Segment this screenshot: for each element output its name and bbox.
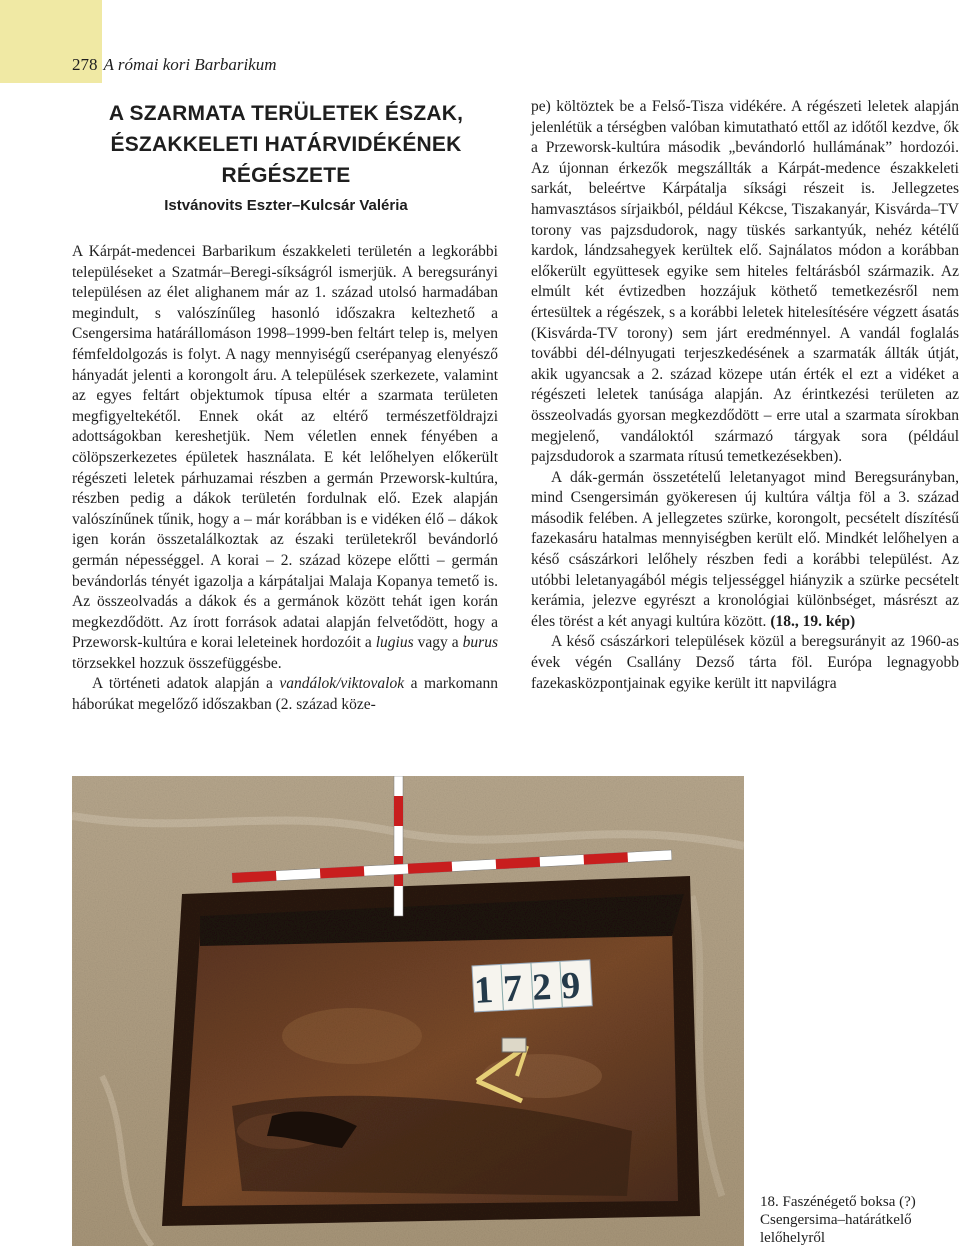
paragraph-1 xyxy=(72,242,498,674)
number-tag-label: 1729 xyxy=(473,963,592,1012)
paragraph-2-text: A történeti adatok alapján a xyxy=(92,675,280,693)
page-number: 278 xyxy=(72,55,98,74)
paragraph-5: A késő császárkori települések közül a beregsurányit az 1960-as évek végén Csallány Dezső tárta föl. Európa legnagyobb fazekasközpontjainak egyike került itt napvilágra xyxy=(531,633,959,692)
figure-reference: (18., 19. kép) xyxy=(770,612,856,630)
caption-line-2: Csengersima–határátkelő xyxy=(760,1212,912,1228)
article-title-line-2: ÉSZAKKELETI HATÁRVIDÉKÉNEK xyxy=(110,133,462,156)
paragraph-3: pe) költöztek be a Felső-Tisza vidékére. A régészeti leletek alapján jelenlétük a térségben valóban kimutatható ettől az időtől kezdve, ők a Przeworsk-kultúra második „bevándorló hullámának” hordozói. Az újonnan érkezők megszállták a Kárpát-medence északkeleti sarkát, beleértve Kárpátalja síksági részeit is. Jellegzetes hamvasztásos sírjaikból, például Kékcse, Tiszakanyár, Kisvárda–TV torony vas pajzsdudorok, nagy tüskés sarkantyúk, nehéz kétélű kardok, lándzsahegyek kerültek elő. Sajnálatos módon a korábban előkerült együttesek egyike sem hiteles feltárásból származik. Az elmúlt két évtizedben hozzájuk köthető temetkezésről nem értesültek a régészek, s a korábbi leletek hitelesítésére végzett ásatás (Kisvárda-TV torony) sem járt eredménnyel. A vandál foglalás további dél-délnyugati terjeszkedésének a szarmaták állták útját, akik ugyancsak a 2. század közepe után érték el ezt a vidéket a régészeti leletek tanúsága alapján. Az érintkezési területen az összeolvadás gyorsan megkezdődött – erre utal a szarmata sírokban megjelenő, vandáloktól származó tárgyak sora (például pajzsdudorok a szarmata rítusú temetkezésekben). xyxy=(531,98,959,466)
caption-line-1: 18. Faszénégető boksa (?) xyxy=(760,1194,916,1210)
paragraph-4-text: A dák-germán összetételű leletanyagot mind Beregsurányban, mind Csengersimán gyökeresen új kultúra váltja föl a 3. század második felében. A jellegzetes szürke, korongolt, pecsételt díszítésű fazekasáru hatalmas mennyiségben került elő. Mindkét lelőhelyen a késő császárkori lelőhely részben fedi a korábbi települést. Az utóbbi leletanyagából mégis teljességgel hiányzik a szürke pecsételt kerámia, jelezve egyrészt a kronológiai különbséget, másrészt az éles törést a két anyagi kultúra között. xyxy=(531,468,959,630)
paragraph-1-text-3: törzsekkel hozzuk összefüggésbe. xyxy=(72,654,282,672)
excavation-photo-illustration xyxy=(72,776,744,1246)
running-head xyxy=(72,55,277,75)
left-text-column xyxy=(72,242,498,716)
paragraph-2 xyxy=(72,674,498,715)
article-title-block xyxy=(72,98,500,217)
term-vandal: vandálok/viktovalok xyxy=(279,675,405,693)
article-title-line-3: RÉGÉSZETE xyxy=(221,164,351,187)
number-tag xyxy=(472,960,592,1012)
figure-caption xyxy=(760,1193,916,1247)
paragraph-1-text-2: vagy a xyxy=(413,634,463,652)
paragraph-1-text: A Kárpát-medencei Barbarikum északkeleti területén a legkorábbi településeket a Szatmár–Beregi-síkságról ismerjük. A beregsurányi településen az élet alighanem már az 1. század utolsó harmadában megindult, s valószínűleg hasonló időszakra keltezhető a Csengersima határállomáson 1998–1999-ben feltárt telep is, melyen fémfeldolgozás is folyt. A nagy mennyiségű cserépanyag elenyésző hányadát jelenti a korongolt áru. A települések szerkezete, valamint az egyes feltárt objektumok típusa eltér a szarmata területen megfigyeltekétől. Ennek okát az eltérő természetföldrajzi adottságokban kereshetjük. Nem véletlen ennek fényében a cölöpszerkezetes épületek használata. E két lelőhelyen előkerült régészeti leletek párhuzamai részben a germán Przeworsk-kultúra, részben pedig a dákok területén fordulnak elő. Ezek alapján valószínűnek tűnik, hogy a – már korábban is e vidéken élő – dákok igen korán összetalálkoztak az északi területekről bevándorló germán népességgel. A korai – 2. század közepe előtti – germán bevándorlás tényét igazolja a kárpátaljai Malaja Kopanya temető is. Az összeolvadás a dákok és a germánok között tehát igen korán megkezdődött. Az írott források adatai alapján felvetődött, hogy a Przeworsk-kultúra e korai leleteinek hordozóit a xyxy=(72,243,498,652)
article-authors: Istvánovits Eszter–Kulcsár Valéria xyxy=(164,197,408,214)
section-title: A római kori Barbarikum xyxy=(103,55,277,74)
paragraph-2-text-2: a markomann háborúkat megelőző időszakban (2. század köze- xyxy=(72,675,498,714)
excavation-photo xyxy=(72,776,744,1246)
caption-line-3: lelőhelyről xyxy=(760,1230,825,1246)
term-lugius: lugius xyxy=(375,634,414,652)
term-burus: burus xyxy=(462,634,498,652)
right-text-column xyxy=(531,97,959,694)
paragraph-4 xyxy=(531,468,959,633)
article-title-line-1: A SZARMATA TERÜLETEK ÉSZAK, xyxy=(108,102,464,125)
